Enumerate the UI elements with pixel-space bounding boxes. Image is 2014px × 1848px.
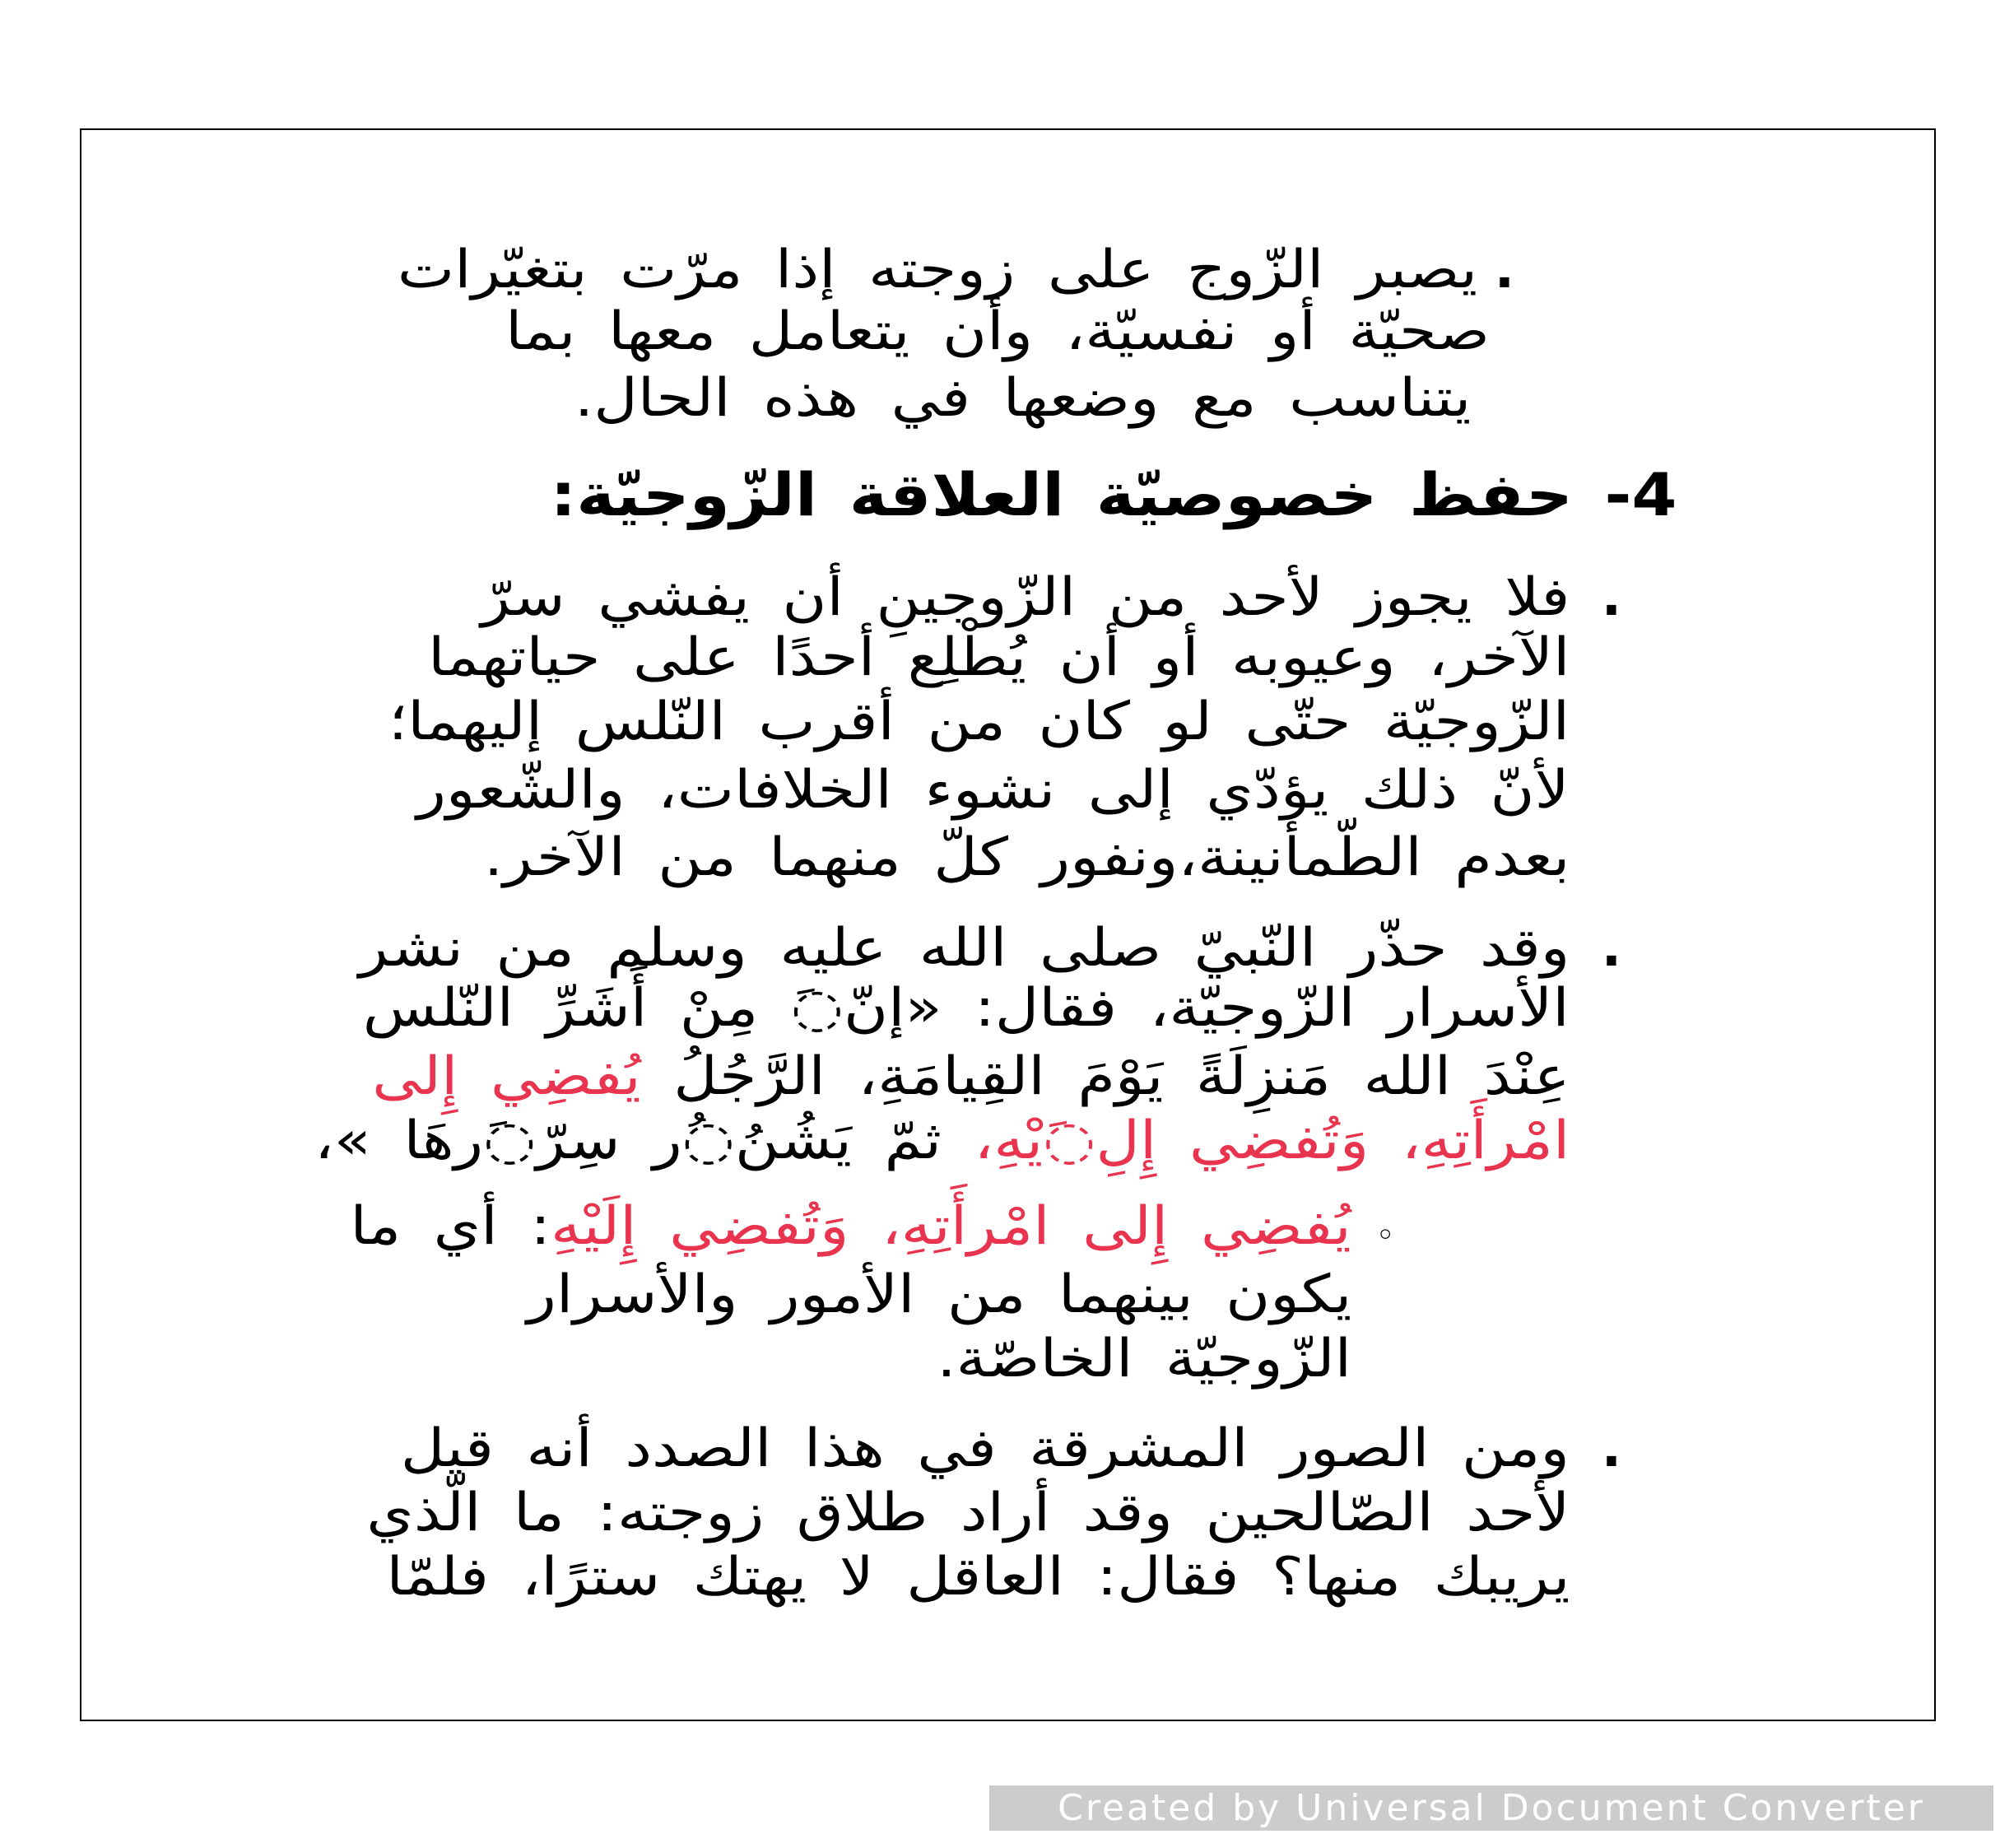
text-line: ومن الصور المشرقة في هذا الصدد أنه قيل [400,1418,1570,1479]
text-line: لأنّ ذلك يؤدّي إلى نشوء الخلافات، والشّعور [416,760,1570,821]
text-segment: ثمّ يَشُنُ◌ُر سِرّ◌َرهَا »، [314,1110,974,1171]
text-line: وقد حذّر النّبيّ صلى الله عليه وسلم من نشر [358,918,1570,979]
text-line: بعدم الطّمأنينة،ونفور كلّ منهما من الآخر. [483,827,1570,888]
section-heading: 4- حفظ خصوصيّة العلاقة الزّوجيّة: [550,460,1677,529]
bullet-marker: . [1601,918,1621,979]
bullet-marker: . [1601,1418,1621,1479]
text-line [314,1108,1570,1174]
converter-watermark: Created by Universal Document Converter [989,1785,1993,1831]
text-line: لأحد الصّالحين وقد أراد طلاق زوجته: ما الّذي [365,1483,1570,1543]
text-segment: : أي ما [350,1196,551,1257]
text-line: يصبر الزّوج على زوجته إذا مرّت بتغيّرات [397,240,1477,300]
text-line [351,1194,1351,1259]
text-line: الأسرار الزّوجيّة، فقال: «إنّ◌َ مِنْ أَشَرِّ النّلس [363,978,1570,1039]
text-line [372,1044,1570,1110]
bullet-marker: . [1494,240,1514,300]
text-segment: عِنْدَ الله مَنزِلَةً يَوْمَ القِيامَةِ، الرَّجُلُ [672,1046,1570,1107]
text-line: صحيّة أو نفسيّة، وأن يتعامل معها بما [505,301,1490,362]
hadith-highlight: يُفضِي إِلى [371,1046,673,1107]
bullet-marker: . [1601,567,1621,628]
text-line: الزّوجيّة الخاصّة. [937,1329,1351,1389]
term-highlight: يُفضِي إِلى امْرأَتِهِ، وَتُفضِي إِلَيْهِ [551,1196,1351,1257]
text-line: الزّوجيّة حتّى لو كان من أقرب النّلس إليهما؛ [388,691,1570,752]
text-line: يتناسب مع وضعها في هذه الحال. [574,368,1471,429]
text-line: يريبك منها؟ فقال: العاقل لا يهتك سترًا، فلمّا [385,1547,1570,1608]
text-line: فلا يجوز لأحد من الزّوجينِ أن يفشي سرّ [481,567,1570,628]
text-line: الآخر، وعيوبه أو أن يُطْلِع أحدًا على حياتهما [427,627,1570,688]
sub-bullet-marker: ◦ [1375,1217,1395,1254]
text-line: يكون بينهما من الأمور والأسرار [526,1264,1351,1325]
hadith-highlight: امْرأَتِهِ، وَتُفضِي إِلِ◌َيْهِ، [974,1110,1570,1171]
